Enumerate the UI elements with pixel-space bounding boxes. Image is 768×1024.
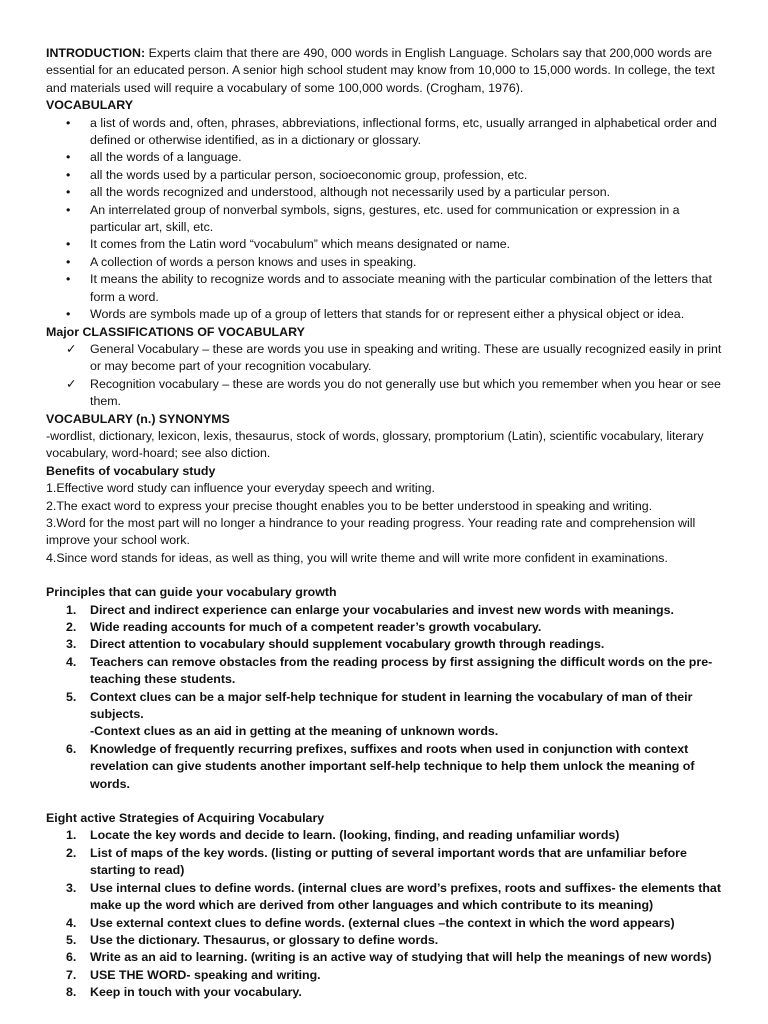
list-item: • all the words used by a particular person, socioeconomic group, profession, etc.	[46, 167, 722, 184]
vocabulary-definition-list	[46, 115, 722, 324]
bullet-icon: •	[66, 307, 71, 322]
vocabulary-heading: VOCABULARY	[46, 98, 133, 113]
benefits-heading: Benefits of vocabulary study	[46, 463, 216, 478]
list-item: • all the words recognized and understood, although not necessarily used by a particular person.	[46, 184, 722, 201]
checkmark-icon: ✓	[66, 376, 77, 391]
benefit-item: 2.The exact word to express your precise thought enables you to be better understood in speaking and writing.	[46, 498, 653, 513]
checkmark-icon: ✓	[66, 341, 77, 356]
strategies-heading: Eight active Strategies of Acquiring Vocabulary	[46, 811, 325, 826]
bullet-icon: •	[66, 237, 71, 252]
list-item: 6. Write as an aid to learning. (writing is an active way of studying that will help the meanings of new words)	[66, 950, 712, 965]
list-item: • a list of words and, often, phrases, abbreviations, inflectional forms, etc, usually arranged in alphabetical order and defined or otherwise identified, as in a dictionary or glossary.	[66, 115, 717, 148]
classifications-heading: Major CLASSIFICATIONS OF VOCABULARY	[46, 324, 305, 339]
bullet-icon: •	[66, 167, 71, 182]
list-item: 5. Use the dictionary. Thesaurus, or glossary to define words.	[66, 932, 439, 947]
list-item: 1. Locate the key words and decide to learn. (looking, finding, and reading unfamiliar words)	[66, 828, 620, 843]
sub-note: -Context clues as an aid in getting at the meaning of unknown words.	[90, 724, 499, 739]
bullet-icon: •	[66, 202, 71, 217]
list-item: 3. Direct attention to vocabulary should supplement vocabulary growth through readings.	[66, 637, 605, 652]
list-item: 4. Use external context clues to define words. (external clues –the context in which the word appears)	[66, 915, 675, 930]
classifications-list	[46, 341, 722, 411]
bullet-icon: •	[66, 272, 71, 287]
list-item: 1. Direct and indirect experience can enlarge your vocabularies and invest new words with meanings.	[66, 602, 674, 617]
list-item: 6. Knowledge of frequently recurring prefixes, suffixes and roots when used in conjunction with context revelation can give students another important self-help technique to help them unlock the meaning of words.	[66, 741, 695, 791]
list-item: 4. Teachers can remove obstacles from the reading process by first assigning the difficult words on the pre-teaching these students.	[66, 654, 713, 687]
list-item: • It comes from the Latin word “vocabulum” which means designated or name.	[46, 236, 722, 253]
list-item: 7. USE THE WORD- speaking and writing.	[66, 967, 321, 982]
bullet-icon: •	[66, 150, 71, 165]
list-item: ✓ General Vocabulary – these are words you use in speaking and writing. These are usually recognized easily in print or may become part of your recognition vocabulary.	[66, 341, 722, 374]
benefit-item: 3.Word for the most part will no longer a hindrance to your reading progress. Your reading rate and comprehension will improve your school work.	[46, 515, 696, 548]
list-item: 8. Keep in touch with your vocabulary.	[66, 985, 302, 1000]
list-item: • A collection of words a person knows and uses in speaking.	[46, 254, 722, 271]
synonyms-text: -wordlist, dictionary, lexicon, lexis, thesaurus, stock of words, glossary, promptorium (Latin), scientific vocabulary, literary vocabulary, word-hoard; see also diction.	[46, 428, 704, 461]
list-item: • It means the ability to recognize words and to associate meaning with the particular combination of the letters that form a word.	[66, 272, 712, 304]
list-item: ✓ Recognition vocabulary – these are words you do not generally use but which you remember when you hear or see them.	[66, 376, 721, 409]
intro-text: Experts claim that there are 490, 000 words in English Language. Scholars say that 200,000 words are essential for an educated person. A senior high school student may know from 10,000 to 15,000 words. In college, the text and materials used will require a vocabulary of some 100,000 words. (Crogham, 1976).	[46, 46, 715, 95]
principles-list	[46, 602, 722, 793]
intro-paragraph	[46, 45, 722, 97]
bullet-icon: •	[66, 185, 71, 200]
synonyms-heading: VOCABULARY (n.) SYNONYMS	[46, 411, 230, 426]
list-item: 2. List of maps of the key words. (listing or putting of several important words that are unfamiliar before starting to read)	[66, 845, 687, 878]
bullet-icon: •	[66, 115, 71, 130]
bullet-icon: •	[66, 254, 71, 269]
list-item: 3. Use internal clues to define words. (internal clues are word’s prefixes, roots and suffixes- the elements that make up the word which are derived from other languages and which contribute to its meaning)	[66, 880, 721, 913]
list-item: • Words are symbols made up of a group of letters that stands for or represent either a physical object or idea.	[46, 306, 722, 323]
benefit-item: 1.Effective word study can influence your everyday speech and writing.	[46, 481, 435, 496]
benefit-item: 4.Since word stands for ideas, as well as thing, you will write theme and will write more confident in examinations.	[46, 550, 668, 565]
principles-heading: Principles that can guide your vocabulary growth	[46, 585, 337, 600]
list-item: 5. Context clues can be a major self-help technique for student in learning the vocabulary of man of their subjects. -Context clues as an aid in getting at the meaning of unknown words.	[66, 689, 693, 739]
list-item: • An interrelated group of nonverbal symbols, signs, gestures, etc. used for communication or expression in a particular art, skill, etc.	[66, 202, 680, 235]
list-item: 2. Wide reading accounts for much of a competent reader’s growth vocabulary.	[66, 620, 542, 634]
strategies-list	[46, 827, 722, 1001]
list-item: • all the words of a language.	[46, 149, 722, 166]
intro-label: INTRODUCTION:	[46, 46, 146, 60]
